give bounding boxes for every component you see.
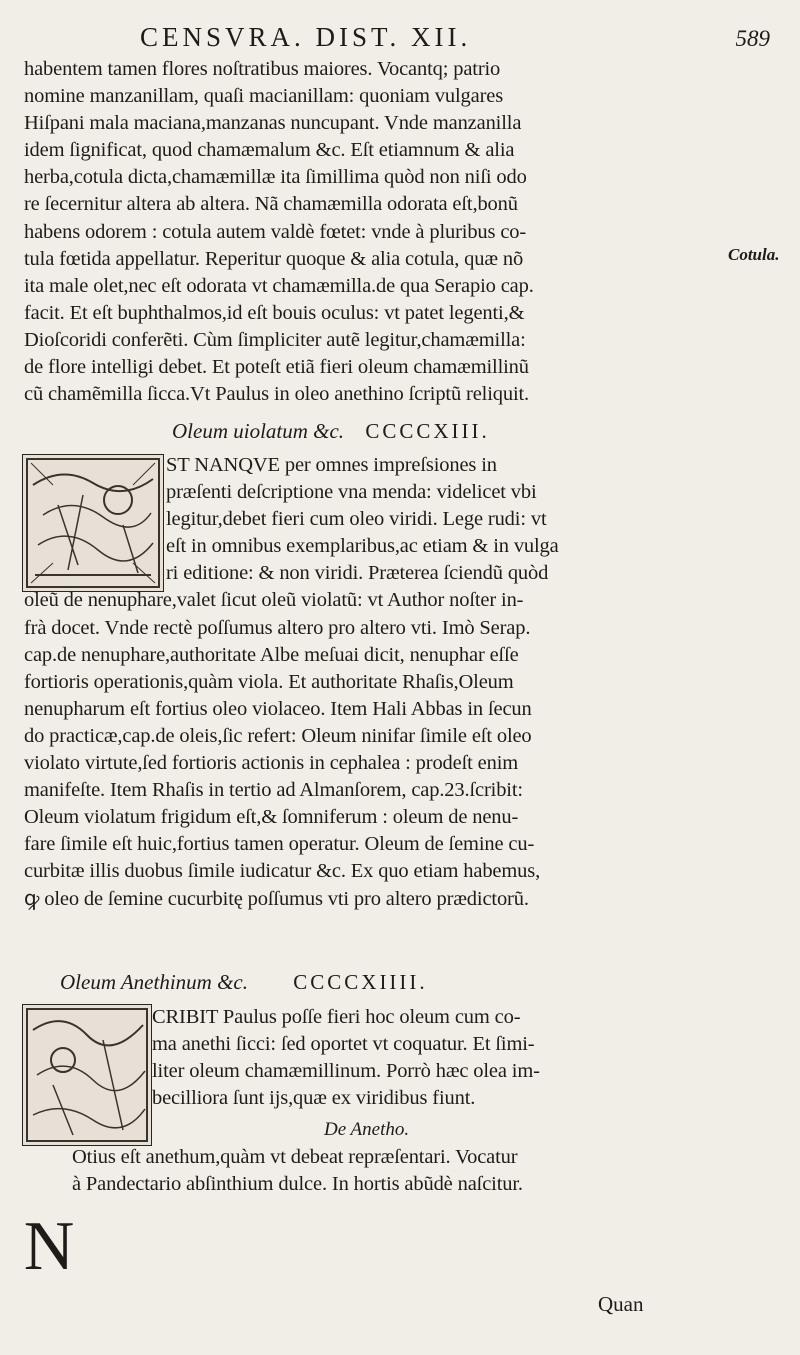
rubric-title: Oleum Anethinum &c.: [60, 970, 248, 994]
text-line: curbitæ illis duobus ſimile iudicatur &c. Ex quo etiam habemus,: [24, 860, 541, 883]
text-line: nomine manzanillam, quaſi macianillam: quoniam vulgares: [24, 85, 504, 108]
rubric-title: Oleum uiolatum &c.: [172, 419, 345, 443]
text-line: ST NANQVE per omnes impreſsiones in: [166, 454, 497, 476]
drop-cap-n: N: [23, 1208, 75, 1285]
text-block-1: [24, 56, 664, 408]
text-line: frà docet. Vnde rectè poſſumus altero pro altero vti. Imò Serap.: [24, 616, 531, 639]
subhead-de-anetho: [24, 1117, 664, 1143]
subhead-text: De Anetho.: [324, 1119, 410, 1140]
text-line: manifeſte. Item Rhaſis in tertio ad Almanſorem, cap.23.ſcribit:: [24, 779, 523, 802]
text-line: eſt in omnibus exemplaribus,ac etiam & in vulga: [166, 535, 559, 558]
text-line: ꝙ oleo de ſemine cucurbitę poſſumus vti pro altero prædictorũ.: [24, 887, 529, 910]
page-header: [130, 14, 770, 54]
text-line: habentem tamen flores noſtratibus maiores. Vocantq; patrio: [24, 58, 501, 80]
text-line: præſenti deſcriptione vna menda: videlicet vbi: [166, 481, 537, 504]
rubric-number: CCCCXIIII.: [293, 970, 428, 994]
text-line: à Pandectario abſinthium dulce. In hortis abũdè naſcitur.: [72, 1173, 523, 1196]
margin-note: Cotula.: [728, 245, 780, 264]
text-line: Oleum violatum frigidum eſt,& ſomniferum : oleum de nenu-: [24, 806, 519, 829]
running-head: CENSVRA. DIST. XII.: [140, 22, 472, 52]
text-line: cũ chamẽmilla ſicca.Vt Paulus in oleo anethino ſcriptũ reliquit.: [24, 383, 530, 406]
text-line: cap.de nenuphare,authoritate Albe meſuai dicit, nenuphar eſſe: [24, 643, 519, 666]
text-line: ma anethi ſicci: ſed oportet vt coquatur. Et ſimi-: [152, 1033, 535, 1056]
folio-number: 589: [735, 26, 770, 51]
text-line: ita male olet,nec eſt odorata vt chamæmilla.de qua Serapio cap.: [24, 274, 534, 297]
rubric-number: CCCCXIII.: [365, 419, 490, 443]
text-line: fare ſimile eſt huic,fortius tamen operatur. Oleum de ſemine cu-: [24, 833, 535, 856]
text-line: liter oleum chamæmillinum. Porrò hæc olea im-: [152, 1060, 540, 1083]
text-block-4: [24, 1144, 664, 1198]
text-line: habens odorem : cotula autem valdè fœtet: vnde à pluribus co-: [24, 220, 527, 243]
text-line: oleũ de nenuphare,valet ſicut oleũ violatũ: vt Author noſter in-: [24, 589, 524, 612]
text-line: CRIBIT Paulus poſſe fieri hoc oleum cum co-: [152, 1006, 521, 1028]
text-block-3: [24, 1004, 664, 1112]
rubric-oleum-uiolatum: [172, 412, 672, 450]
text-line: facit. Et eſt buphthalmos,id eſt bouis oculus: vt patet legenti,&: [24, 301, 525, 324]
text-line: herba,cotula dicta,chamæmillæ ita ſimillima quòd non niſi odo: [24, 166, 527, 189]
text-line: Otius eſt anethum,quàm vt debeat repræſentari. Vocatur: [72, 1146, 518, 1168]
text-line: nenupharum eſt fortius oleo violaceo. Item Hali Abbas in ſecun: [24, 697, 532, 720]
text-line: tula fœtida appellatur. Reperitur quoque & alia cotula, quæ nõ: [24, 247, 524, 270]
text-line: violato virtute,ſed fortioris actionis in cephalea : prodeſt enim: [24, 752, 519, 775]
text-line: Hiſpani mala maciana,manzanas nuncupant. Vnde manzanilla: [24, 112, 522, 135]
text-line: becilliora ſunt ijs,quæ ex viridibus fiunt.: [152, 1087, 476, 1110]
rubric-oleum-anethinum: [60, 963, 620, 1001]
text-line: re ſecernitur altera ab altera. Nã chamæmilla odorata eſt,bonũ: [24, 193, 518, 216]
catchword: Quan: [598, 1292, 644, 1316]
text-line: de flore intelligi debet. Et poteſt etiã fieri oleum chamæmillinũ: [24, 356, 529, 379]
text-line: do practicæ,cap.de oleis,ſic refert: Oleum ninifar ſimile eſt oleo: [24, 724, 532, 747]
text-line: ri editione: & non viridi. Præterea ſciendũ quòd: [166, 562, 549, 585]
text-block-2: [24, 452, 664, 913]
text-line: idem ſignificat, quod chamæmalum &c. Eſt etiamnum & alia: [24, 139, 515, 162]
text-line: fortioris operationis,quàm viola. Et authoritate Rhaſis,Oleum: [24, 670, 514, 693]
text-line: legitur,debet fieri cum oleo viridi. Lege rudi: vt: [166, 508, 547, 531]
text-line: Dioſcoridi conferẽti. Cùm ſimpliciter autẽ legitur,chamæmilla:: [24, 328, 526, 351]
